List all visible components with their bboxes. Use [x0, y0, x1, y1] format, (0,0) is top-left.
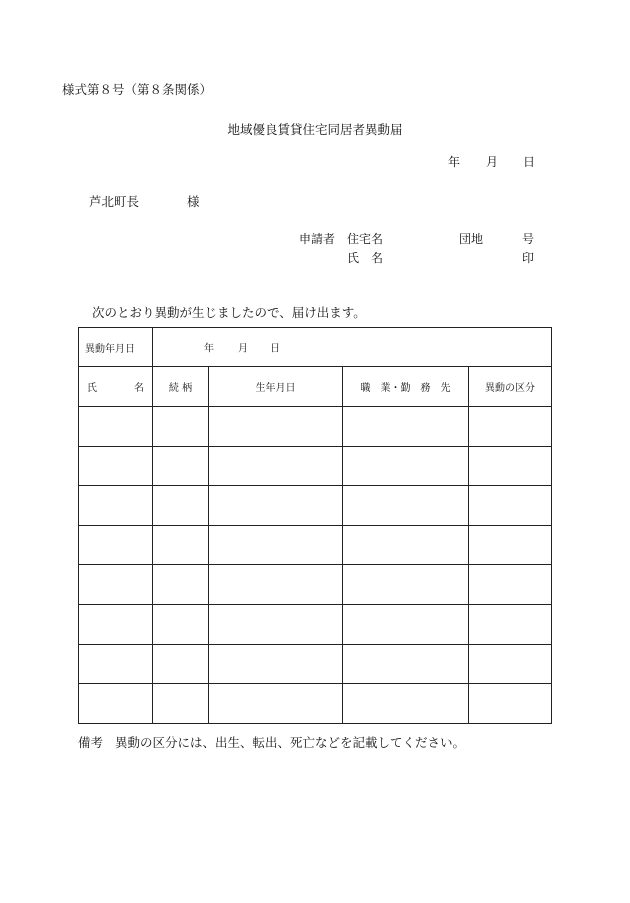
- applicant-seal-label: 印: [522, 251, 535, 265]
- cell-category[interactable]: [469, 604, 552, 644]
- change-date-cell[interactable]: [153, 328, 552, 367]
- change-date-label: 異動年月日: [79, 328, 153, 367]
- date-year-label: 年: [448, 155, 461, 169]
- cell-birthdate[interactable]: [209, 684, 343, 724]
- cell-occupation[interactable]: [343, 446, 469, 486]
- table-row: [79, 486, 552, 526]
- cell-birthdate[interactable]: [209, 565, 343, 605]
- header-birthdate: 生年月日: [209, 367, 343, 407]
- cell-occupation[interactable]: [343, 604, 469, 644]
- table-header-row: [79, 367, 552, 407]
- table-row: [79, 684, 552, 724]
- applicant-address-label: 住宅名: [347, 232, 384, 246]
- cell-category[interactable]: [469, 446, 552, 486]
- applicant-label: 申請者: [299, 232, 336, 246]
- remark-text: 異動の区分には、出生、転出、死亡などを記載してください。: [115, 735, 466, 750]
- remark-label: 備考: [78, 735, 104, 750]
- form-title: 地域優良賃貸住宅同居者異動届: [227, 122, 403, 137]
- cell-birthdate[interactable]: [209, 644, 343, 684]
- intro-text: 次のとおり異動が生じましたので、届け出ます。: [92, 305, 366, 320]
- table-row: [79, 644, 552, 684]
- cohabitant-change-table: [78, 327, 552, 724]
- cell-category[interactable]: [469, 644, 552, 684]
- cell-relation[interactable]: [153, 644, 209, 684]
- change-date-day: 日: [270, 343, 280, 355]
- change-date-month: 月: [238, 343, 248, 355]
- addressee-name: 芦北町長: [89, 194, 140, 209]
- cell-relation[interactable]: [153, 604, 209, 644]
- cell-birthdate[interactable]: [209, 604, 343, 644]
- cell-category[interactable]: [469, 684, 552, 724]
- applicant-complex-label: 団地: [459, 232, 484, 246]
- cell-name[interactable]: [79, 407, 153, 447]
- table-row: [79, 565, 552, 605]
- cell-name[interactable]: [79, 525, 153, 565]
- addressee-honorific: 様: [187, 194, 200, 209]
- table-row: [79, 604, 552, 644]
- cell-relation[interactable]: [153, 407, 209, 447]
- cell-birthdate[interactable]: [209, 446, 343, 486]
- cell-birthdate[interactable]: [209, 407, 343, 447]
- cell-occupation[interactable]: [343, 486, 469, 526]
- cell-occupation[interactable]: [343, 407, 469, 447]
- cell-name[interactable]: [79, 446, 153, 486]
- date-day-label: 日: [523, 155, 536, 169]
- cell-relation[interactable]: [153, 684, 209, 724]
- header-occupation: 職 業・勤 務 先: [343, 367, 469, 407]
- form-number: 様式第８号（第８条関係）: [62, 82, 213, 97]
- cell-category[interactable]: [469, 525, 552, 565]
- cell-relation[interactable]: [153, 486, 209, 526]
- cell-name[interactable]: [79, 604, 153, 644]
- change-date-row: [79, 328, 552, 367]
- cell-relation[interactable]: [153, 525, 209, 565]
- change-date-year: 年: [204, 343, 214, 355]
- cell-category[interactable]: [469, 486, 552, 526]
- date-month-label: 月: [486, 155, 499, 169]
- table-row: [79, 407, 552, 447]
- cell-birthdate[interactable]: [209, 525, 343, 565]
- header-change-category: 異動の区分: [469, 367, 552, 407]
- cell-name[interactable]: [79, 565, 153, 605]
- table-row: [79, 446, 552, 486]
- cell-occupation[interactable]: [343, 565, 469, 605]
- applicant-number-label: 号: [522, 232, 535, 246]
- cell-name[interactable]: [79, 644, 153, 684]
- cell-relation[interactable]: [153, 446, 209, 486]
- cell-occupation[interactable]: [343, 525, 469, 565]
- cell-relation[interactable]: [153, 565, 209, 605]
- cell-category[interactable]: [469, 565, 552, 605]
- remark: [78, 733, 465, 751]
- cell-name[interactable]: [79, 684, 153, 724]
- applicant-name-label: 氏 名: [347, 251, 384, 265]
- header-relation: 続 柄: [153, 367, 209, 407]
- cell-occupation[interactable]: [343, 684, 469, 724]
- header-name: 氏 名: [79, 367, 153, 407]
- cell-category[interactable]: [469, 407, 552, 447]
- table-row: [79, 525, 552, 565]
- cell-birthdate[interactable]: [209, 486, 343, 526]
- cell-occupation[interactable]: [343, 644, 469, 684]
- cell-name[interactable]: [79, 486, 153, 526]
